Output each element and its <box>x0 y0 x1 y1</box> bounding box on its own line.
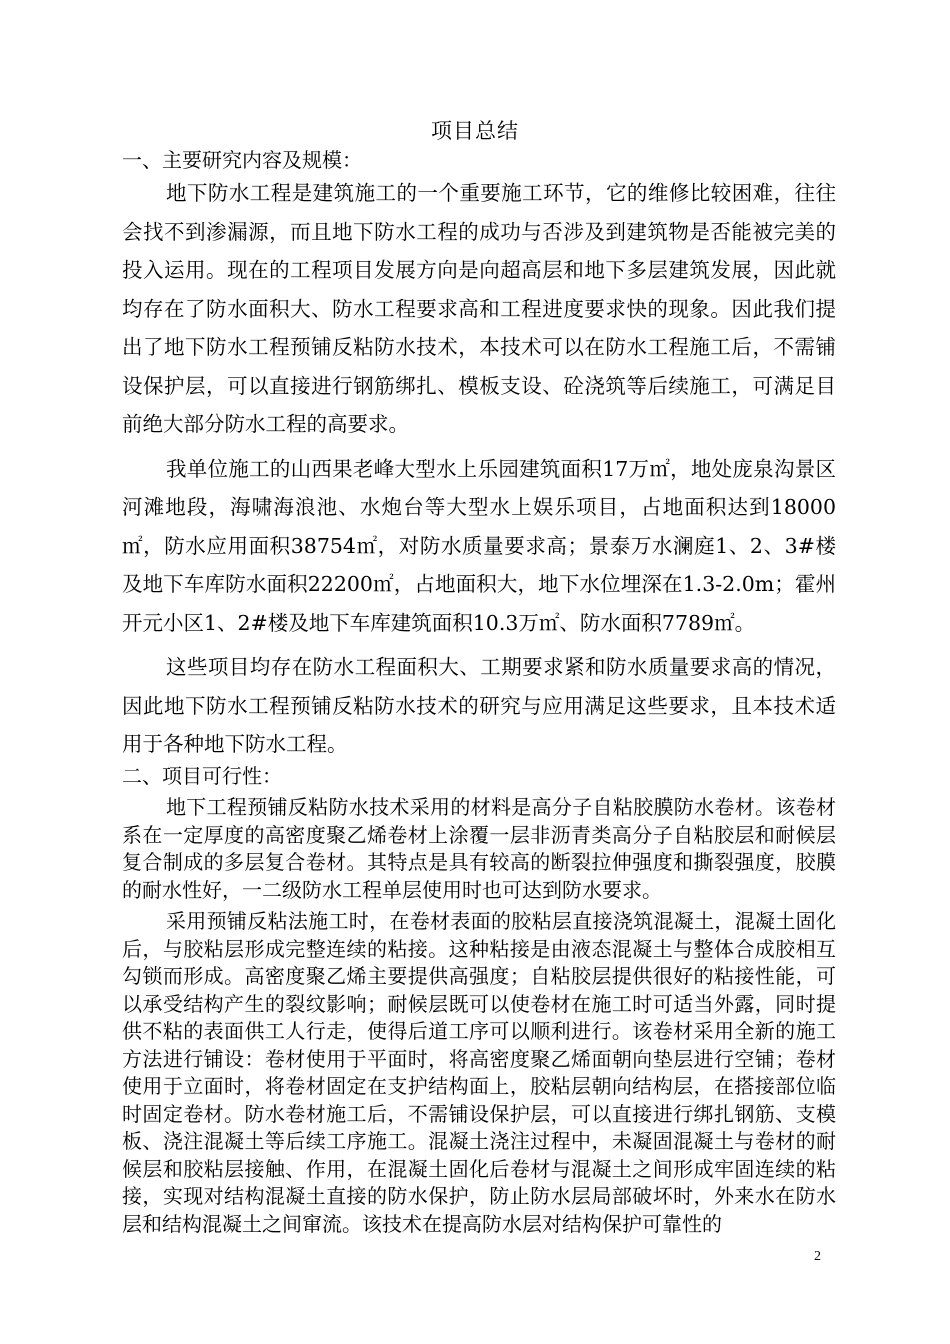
section-1-paragraph-1: 地下防水工程是建筑施工的一个重要施工环节，它的维修比较困难，往往会找不到渗漏源，而且地下防水工程的成功与否涉及到建筑物是否能被完美的投入运用。现在的工程项目发展方向是向超高层和地下多层建筑发展，因此就均存在了防水面积大、防水工程要求高和工程进度要求快的现象。因此我们提出了地下防水工程预铺反粘防水技术，本技术可以在防水工程施工后，不需铺设保护层，可以直接进行钢筋绑扎、模板支设、砼浇筑等后续施工，可满足目前绝大部分防水工程的高要求。 <box>122 181 836 436</box>
section-1-paragraph-3: 这些项目均存在防水工程面积大、工期要求紧和防水质量要求高的情况，因此地下防水工程预铺反粘防水技术的研究与应用满足这些要求，且本技术适用于各种地下防水工程。 <box>122 655 836 756</box>
section-2-heading: 二、项目可行性： <box>122 764 282 788</box>
section-feasibility <box>122 762 836 1238</box>
section-2-paragraph-1: 地下工程预铺反粘防水技术采用的材料是高分子自粘胶膜防水卷材。该卷材系在一定厚度的高密度聚乙烯卷材上涂覆一层非沥青类高分子自粘胶层和耐候层复合制成的多层复合卷材。其特点是具有较高的断裂拉伸强度和撕裂强度，胶膜的耐水性好，一二级防水工程单层使用时也可达到防水要求。 <box>122 795 836 902</box>
section-2-paragraph-2: 采用预铺反粘法施工时，在卷材表面的胶粘层直接浇筑混凝土，混凝土固化后，与胶粘层形成完整连续的粘接。这种粘接是由液态混凝土与整体合成胶相互勾锁而形成。高密度聚乙烯主要提供高强度；自粘胶层提供很好的粘接性能，可以承受结构产生的裂纹影响；耐候层既可以使卷材在施工时可适当外露，同时提供不粘的表面供工人行走，使得后道工序可以顺利进行。该卷材采用全新的施工方法进行铺设：卷材使用于平面时，将高密度聚乙烯面朝向垫层进行空铺；卷材使用于立面时，将卷材固定在支护结构面上，胶粘层朝向结构层，在搭接部位临时固定卷材。防水卷材施工后，不需铺设保护层，可以直接进行绑扎钢筋、支模板、浇注混凝土等后续工序施工。混凝土浇注过程中，未凝固混凝土与卷材的耐候层和胶粘层接触、作用，在混凝土固化后卷材与混凝土之间形成牢固连续的粘接，实现对结构混凝土直接的防水保护，防止防水层局部破坏时，外来水在防水层和结构混凝土之间窜流。该技术在提高防水层对结构保护可靠性的 <box>122 909 836 1236</box>
page-title: 项目总结 <box>431 119 519 143</box>
section-research-content <box>122 146 836 764</box>
section-1-heading: 一、主要研究内容及规模： <box>122 148 362 172</box>
section-1-paragraph-2: 我单位施工的山西果老峰大型水上乐园建筑面积17万㎡，地处庞泉沟景区河滩地段，海啸海浪池、水炮台等大型水上娱乐项目，占地面积达到18000㎡，防水应用面积38754㎡，对防水质量要求高；景泰万水澜庭1、2、3#楼及地下车库防水面积22200㎡，占地面积大，地下水位埋深在1.3-2.0m；霍州开元小区1、2#楼及地下车库建筑面积10.3万㎡、防水面积7789㎡。 <box>122 456 836 635</box>
page-number: 2 <box>814 1249 821 1264</box>
